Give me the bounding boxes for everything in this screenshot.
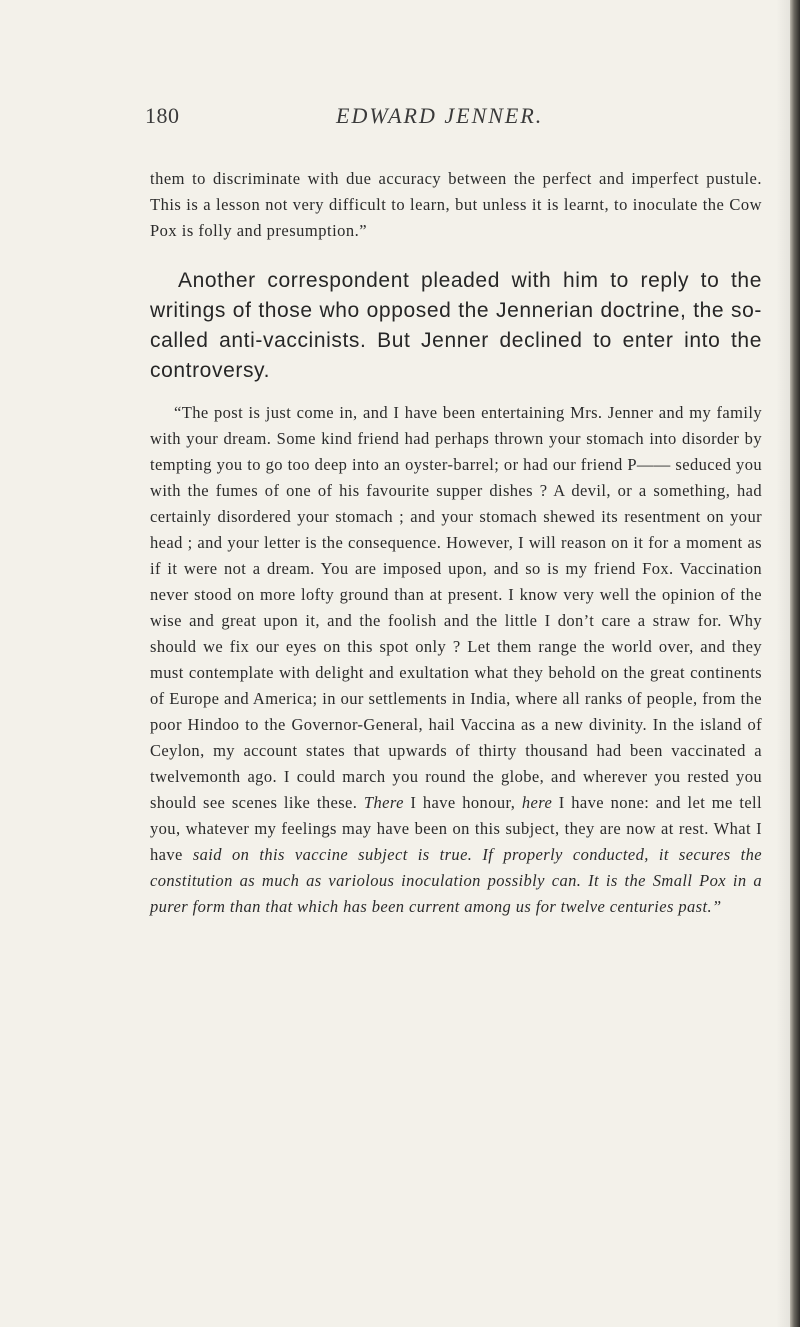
binding-edge: [790, 0, 800, 1327]
letter-text-main: “The post is just come in, and I have been entertaining Mrs. Jenner and my family with your dream. Some kind friend had perhaps thrown your stomach into disorder by tempting you to go too deep into an oyster-barrel; or had our friend P—— seduced you with the fumes of one of his favourite supper dishes ? A devil, or a something, had certainly disordered your stomach ; and your stomach shewed its resentment on your head ; and your letter is the consequence. However, I will reason on it for a moment as if it were not a dream. You are imposed upon, and so is my friend Fox. Vaccination never stood on more lofty ground than at present. I know very well the opinion of the wise and great upon it, and the foolish and the little I don’t care a straw for. Why should we fix our eyes on this spot only ? Let them range the world over, and they must contemplate with delight and exultation what they behold on the great continents of Europe and America; in our settlements in India, where all ranks of people, from the poor Hindoo to the Governor-General, hail Vaccina as a new divinity. In the island of Ceylon, my account states that upwards of thirty thousand had been vaccinated a twelvemonth ago. I could march you round the globe, and wherever you rested you should see scenes like these.: [150, 403, 762, 812]
letter-emphasis-there: There: [363, 793, 404, 812]
letter-text-honour: I have honour,: [410, 793, 516, 812]
binding-shadow: [776, 0, 790, 1327]
running-head: EDWARD JENNER.: [336, 103, 544, 128]
narrative-paragraph: Another correspondent pleaded with him to reply to the writings of those who opposed the Jennerian doctrine, the so-called anti-vaccinists. But Jenner declined to enter into the controversy.: [150, 269, 762, 382]
text-block: [150, 166, 762, 920]
page-number: 180: [145, 103, 180, 128]
letter-text-rest: I have none: and let me tell you, whatever my feelings may have been on this subject, they are now at rest. What I have: [150, 793, 763, 864]
page-header: [145, 103, 785, 143]
letter-italic-conclusion: said on this vaccine subject is true. If properly conducted, it secures the constitution as much as variolous inoculation possibly can. It is the Small Pox in a purer form than that which has been current among us for twelve centuries past.”: [150, 845, 762, 916]
letter-quote-paragraph: [150, 400, 762, 920]
letter-emphasis-here: here: [521, 793, 553, 812]
quote-continuation: them to discriminate with due accuracy between the perfect and imperfect pustule. This is a lesson not very difficult to learn, but unless it is learnt, to inoculate the Cow Pox is folly and presumption.”: [150, 169, 762, 240]
